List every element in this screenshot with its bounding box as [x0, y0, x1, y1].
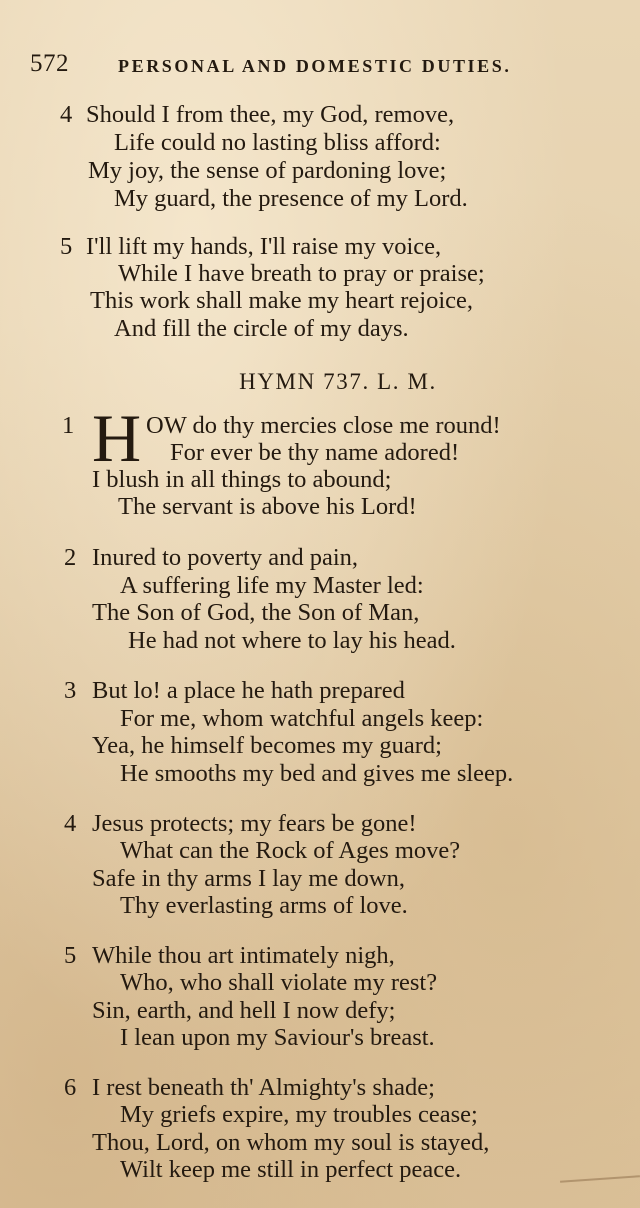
verse-line: I rest beneath th' Almighty's shade; — [92, 1074, 435, 1101]
verse-line: He had not where to lay his head. — [128, 627, 456, 654]
verse-line: What can the Rock of Ages move? — [120, 837, 461, 864]
verse-line: Who, who shall violate my rest? — [120, 969, 438, 996]
verse-line: My guard, the presence of my Lord. — [114, 185, 468, 212]
page-number: 572 — [30, 50, 69, 77]
verse-line: For me, whom watchful angels keep: — [120, 705, 484, 732]
verse-line: This work shall make my heart rejoice, — [90, 287, 474, 314]
stanza-number: 4 — [60, 101, 73, 128]
verse-line: Life could no lasting bliss afford: — [114, 129, 441, 156]
stanza-number: 4 — [64, 810, 77, 837]
verse-line: A suffering life my Master led: — [120, 572, 424, 599]
page-edge-mark — [560, 1175, 640, 1183]
verse-line: OW do thy mercies close me round! — [146, 412, 501, 439]
running-head — [30, 50, 570, 82]
verse-line: Thy everlasting arms of love. — [120, 892, 408, 919]
verse-line: I lean upon my Saviour's breast. — [120, 1024, 435, 1051]
verse-line: Wilt keep me still in perfect peace. — [120, 1156, 462, 1183]
verse-line: While I have breath to pray or praise; — [118, 260, 485, 287]
stanza-number: 5 — [64, 942, 77, 969]
verse-line: The servant is above his Lord! — [118, 493, 417, 520]
stanza-number: 3 — [64, 677, 77, 704]
stanza-number: 5 — [60, 233, 73, 260]
verse-line: For ever be thy name adored! — [170, 439, 460, 466]
verse-line: And fill the circle of my days. — [114, 315, 409, 342]
verse-line: Should I from thee, my God, remove, — [86, 101, 455, 128]
verse-line: The Son of God, the Son of Man, — [92, 599, 420, 626]
stanza-number: 6 — [64, 1074, 77, 1101]
verse-line: My joy, the sense of pardoning love; — [88, 157, 447, 184]
stanza-number: 2 — [64, 544, 77, 571]
hymn-title: HYMN 737. L. M. — [239, 369, 437, 394]
verse-line: Thou, Lord, on whom my soul is stayed, — [92, 1129, 490, 1156]
verse-line: My griefs expire, my troubles cease; — [120, 1101, 478, 1128]
verse-line: But lo! a place he hath prepared — [92, 677, 405, 704]
verse-line: Yea, he himself becomes my guard; — [92, 732, 442, 759]
stanza-number: 1 — [62, 412, 75, 439]
verse-line: Jesus protects; my fears be gone! — [92, 810, 417, 837]
verse-line: Safe in thy arms I lay me down, — [92, 865, 405, 892]
verse-line: I blush in all things to abound; — [92, 466, 392, 493]
verse-line: While thou art intimately nigh, — [92, 942, 395, 969]
drop-cap: H — [92, 400, 142, 476]
verse-line: He smooths my bed and gives me sleep. — [120, 760, 514, 787]
verse-line: I'll lift my hands, I'll raise my voice, — [86, 233, 442, 260]
verse-line: Sin, earth, and hell I now defy; — [92, 997, 396, 1024]
running-title: PERSONAL AND DOMESTIC DUTIES. — [118, 56, 512, 76]
verse-line: Inured to poverty and pain, — [92, 544, 359, 571]
